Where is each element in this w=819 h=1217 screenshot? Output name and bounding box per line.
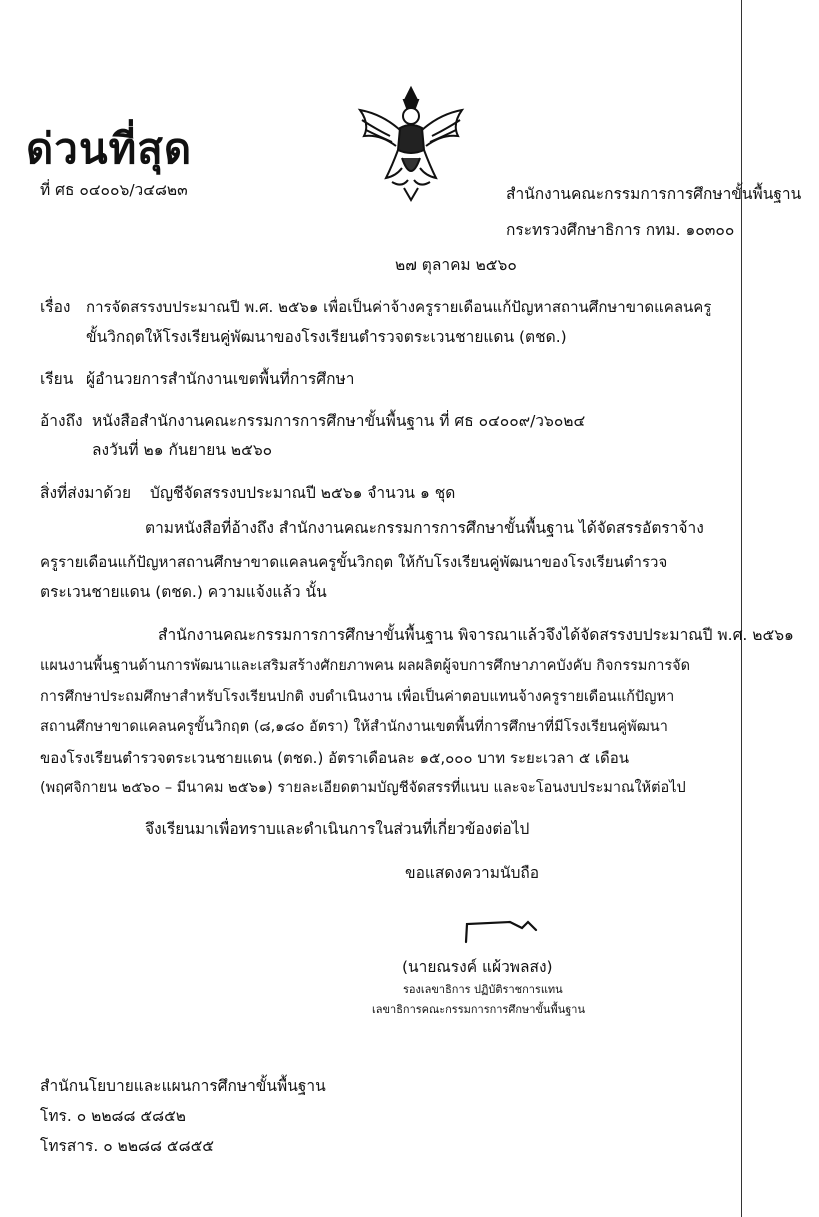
paragraph-2-line-1: สำนักงานคณะกรรมการการศึกษาขั้นพื้นฐาน พิจารณาแล้วจึงได้จัดสรรงบประมาณปี พ.ศ. ๒๕๖๑ — [158, 626, 794, 644]
enclosure-label: สิ่งที่ส่งมาด้วย — [40, 484, 132, 502]
subject-line-2: ขั้นวิกฤตให้โรงเรียนคู่พัฒนาของโรงเรียนตำรวจตระเวนชายแดน (ตชด.) — [86, 328, 567, 346]
closing-phrase: ขอแสดงความนับถือ — [405, 864, 540, 882]
garuda-emblem-icon — [352, 84, 470, 204]
paragraph-2-line-6: (พฤศจิกายน ๒๕๖๐ – มีนาคม ๒๕๖๑) รายละเอียดตามบัญชีจัดสรรที่แนบ และจะโอนงบประมาณให้ต่อไป — [40, 780, 686, 796]
subject-label: เรื่อง — [40, 298, 71, 316]
issuer-line-1: สำนักงานคณะกรรมการการศึกษาขั้นพื้นฐาน — [506, 185, 802, 203]
doc-number: ที่ ศธ ๐๔๐๐๖/ว๔๘๒๓ — [40, 181, 188, 199]
reference-label: อ้างถึง — [40, 412, 83, 430]
to-recipient: ผู้อำนวยการสำนักงานเขตพื้นที่การศึกษา — [86, 370, 355, 388]
paragraph-2-line-2: แผนงานพื้นฐานด้านการพัฒนาและเสริมสร้างศักยภาพคน ผลผลิตผู้จบการศึกษาภาคบังคับ กิจกรรมการจัด — [40, 658, 691, 674]
reference-line-2: ลงวันที่ ๒๑ กันยายน ๒๕๖๐ — [92, 441, 273, 459]
signatory-name: (นายณรงค์ แผ้วพลสง) — [402, 958, 553, 976]
paragraph-2-line-4: สถานศึกษาขาดแคลนครูขั้นวิกฤต (๘,๑๘๐ อัตรา) ให้สำนักงานเขตพื้นที่การศึกษาที่มีโรงเรียนคู่พัฒนา — [40, 719, 668, 735]
footer-fax: โทรสาร. ๐ ๒๒๘๘ ๕๘๕๕ — [40, 1137, 215, 1155]
signature-mark-icon — [460, 918, 550, 948]
page-fold-line — [741, 0, 742, 1217]
subject-line-1: การจัดสรรงบประมาณปี พ.ศ. ๒๕๖๑ เพื่อเป็นค่าจ้างครูรายเดือนแก้ปัญหาสถานศึกษาขาดแคลนครู — [86, 298, 712, 316]
urgency-label: ด่วนที่สุด — [26, 124, 193, 173]
to-label: เรียน — [40, 370, 74, 388]
document-date: ๒๗ ตุลาคม ๒๕๖๐ — [395, 256, 517, 274]
paragraph-2-line-3: การศึกษาประถมศึกษาสำหรับโรงเรียนปกติ งบดำเนินงาน เพื่อเป็นค่าตอบแทนจ้างครูรายเดือนแก้ปัญหา — [40, 689, 675, 705]
enclosure-text: บัญชีจัดสรรงบประมาณปี ๒๕๖๑ จำนวน ๑ ชุด — [150, 484, 456, 502]
paragraph-1-line-3: ตระเวนชายแดน (ตชด.) ความแจ้งแล้ว นั้น — [40, 583, 327, 601]
paragraph-1-line-1: ตามหนังสือที่อ้างถึง สำนักงานคณะกรรมการการศึกษาขั้นพื้นฐาน ได้จัดสรรอัตราจ้าง — [145, 519, 704, 537]
paragraph-3: จึงเรียนมาเพื่อทราบและดำเนินการในส่วนที่เกี่ยวข้องต่อไป — [145, 820, 530, 838]
signatory-title-2: เลขาธิการคณะกรรมการการศึกษาขั้นพื้นฐาน — [372, 1003, 585, 1016]
reference-line-1: หนังสือสำนักงานคณะกรรมการการศึกษาขั้นพื้นฐาน ที่ ศธ ๐๔๐๐๙/ว๖๐๒๔ — [92, 412, 586, 430]
signatory-title-1: รองเลขาธิการ ปฏิบัติราชการแทน — [403, 983, 563, 996]
paragraph-1-line-2: ครูรายเดือนแก้ปัญหาสถานศึกษาขาดแคลนครูขั้นวิกฤต ให้กับโรงเรียนคู่พัฒนาของโรงเรียนตำรวจ — [40, 553, 668, 571]
issuer-line-2: กระทรวงศึกษาธิการ กทม. ๑๐๓๐๐ — [506, 221, 735, 239]
footer-office: สำนักนโยบายและแผนการศึกษาขั้นพื้นฐาน — [40, 1077, 326, 1095]
footer-telephone: โทร. ๐ ๒๒๘๘ ๕๘๕๒ — [40, 1107, 187, 1125]
paragraph-2-line-5: ของโรงเรียนตำรวจตระเวนชายแดน (ตชด.) อัตราเดือนละ ๑๕,๐๐๐ บาท ระยะเวลา ๕ เดือน — [40, 749, 630, 767]
